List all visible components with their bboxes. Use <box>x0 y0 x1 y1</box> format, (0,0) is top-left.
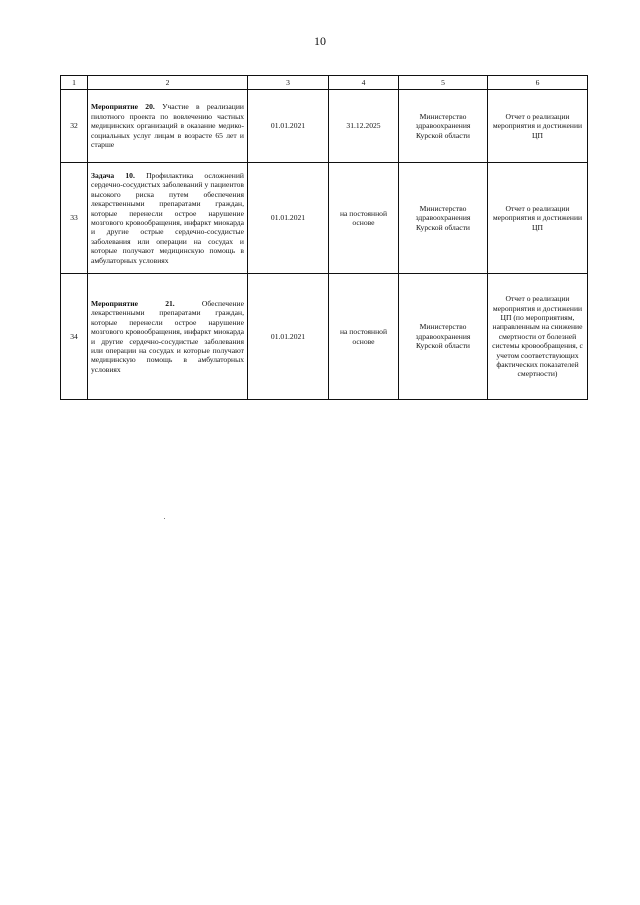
column-header: 1 <box>61 76 88 90</box>
page-number: 10 <box>314 34 326 48</box>
start-date: 01.01.2021 <box>248 163 329 274</box>
end-date: на постоянной основе <box>329 163 399 274</box>
scan-speck <box>164 518 165 519</box>
table-row <box>61 90 588 163</box>
column-header: 4 <box>329 76 399 90</box>
column-header: 6 <box>488 76 588 90</box>
column-header: 5 <box>399 76 488 90</box>
column-header: 3 <box>248 76 329 90</box>
executor: Министерство здравоохранения Курской области <box>399 90 488 163</box>
start-date: 01.01.2021 <box>248 90 329 163</box>
activity-text: Обеспечение лекарственными препаратами граждан, которые перенесли острое нарушение мозгового кровообращения, инфаркт миокарда и другие сердечно-сосудистые заболевания или операции на сосудах и которые получают медицинскую помощь в амбулаторных условиях <box>91 298 244 374</box>
activity-text: Профилактика осложнений сердечно-сосудистых заболеваний у пациентов высокого риска путем обеспечения лекарственными препаратами граждан, которые перенесли острое нарушение мозгового кровообращения, инфаркт миокарда и другие острые сердечно-сосудистые заболевания или операции на сосудах и которые получают медицинскую помощь в амбулаторных условиях <box>91 170 244 265</box>
activity-description <box>88 90 248 163</box>
activity-text: Участие в реализации пилотного проекта по вовлечению частных медицинских организаций в оказание медико-социальных услуг лицам в возрасте 65 лет и старше <box>91 102 244 150</box>
activity-description <box>88 274 248 400</box>
activity-title: Мероприятие 21. <box>91 298 175 308</box>
expected-result: Отчет о реализации мероприятия и достижении ЦП <box>488 163 588 274</box>
table-row <box>61 163 588 274</box>
table-row <box>61 274 588 400</box>
column-header: 2 <box>88 76 248 90</box>
end-date: 31.12.2025 <box>329 90 399 163</box>
end-date: на постоянной основе <box>329 274 399 400</box>
row-number: 32 <box>61 90 88 163</box>
activities-table <box>60 75 588 400</box>
row-number: 34 <box>61 274 88 400</box>
activity-title: Задача 10. <box>91 170 135 180</box>
activity-description <box>88 163 248 274</box>
start-date: 01.01.2021 <box>248 274 329 400</box>
executor: Министерство здравоохранения Курской области <box>399 163 488 274</box>
expected-result: Отчет о реализации мероприятия и достижении ЦП (по мероприятиям, направленным на снижение смертности от болезней системы кровообращения, с учетом соответствующих фактических показателей смертности) <box>488 274 588 400</box>
expected-result: Отчет о реализации мероприятия и достижении ЦП <box>488 90 588 163</box>
table-header-row <box>61 76 588 90</box>
activity-title: Мероприятие 20. <box>91 102 155 112</box>
executor: Министерство здравоохранения Курской области <box>399 274 488 400</box>
row-number: 33 <box>61 163 88 274</box>
